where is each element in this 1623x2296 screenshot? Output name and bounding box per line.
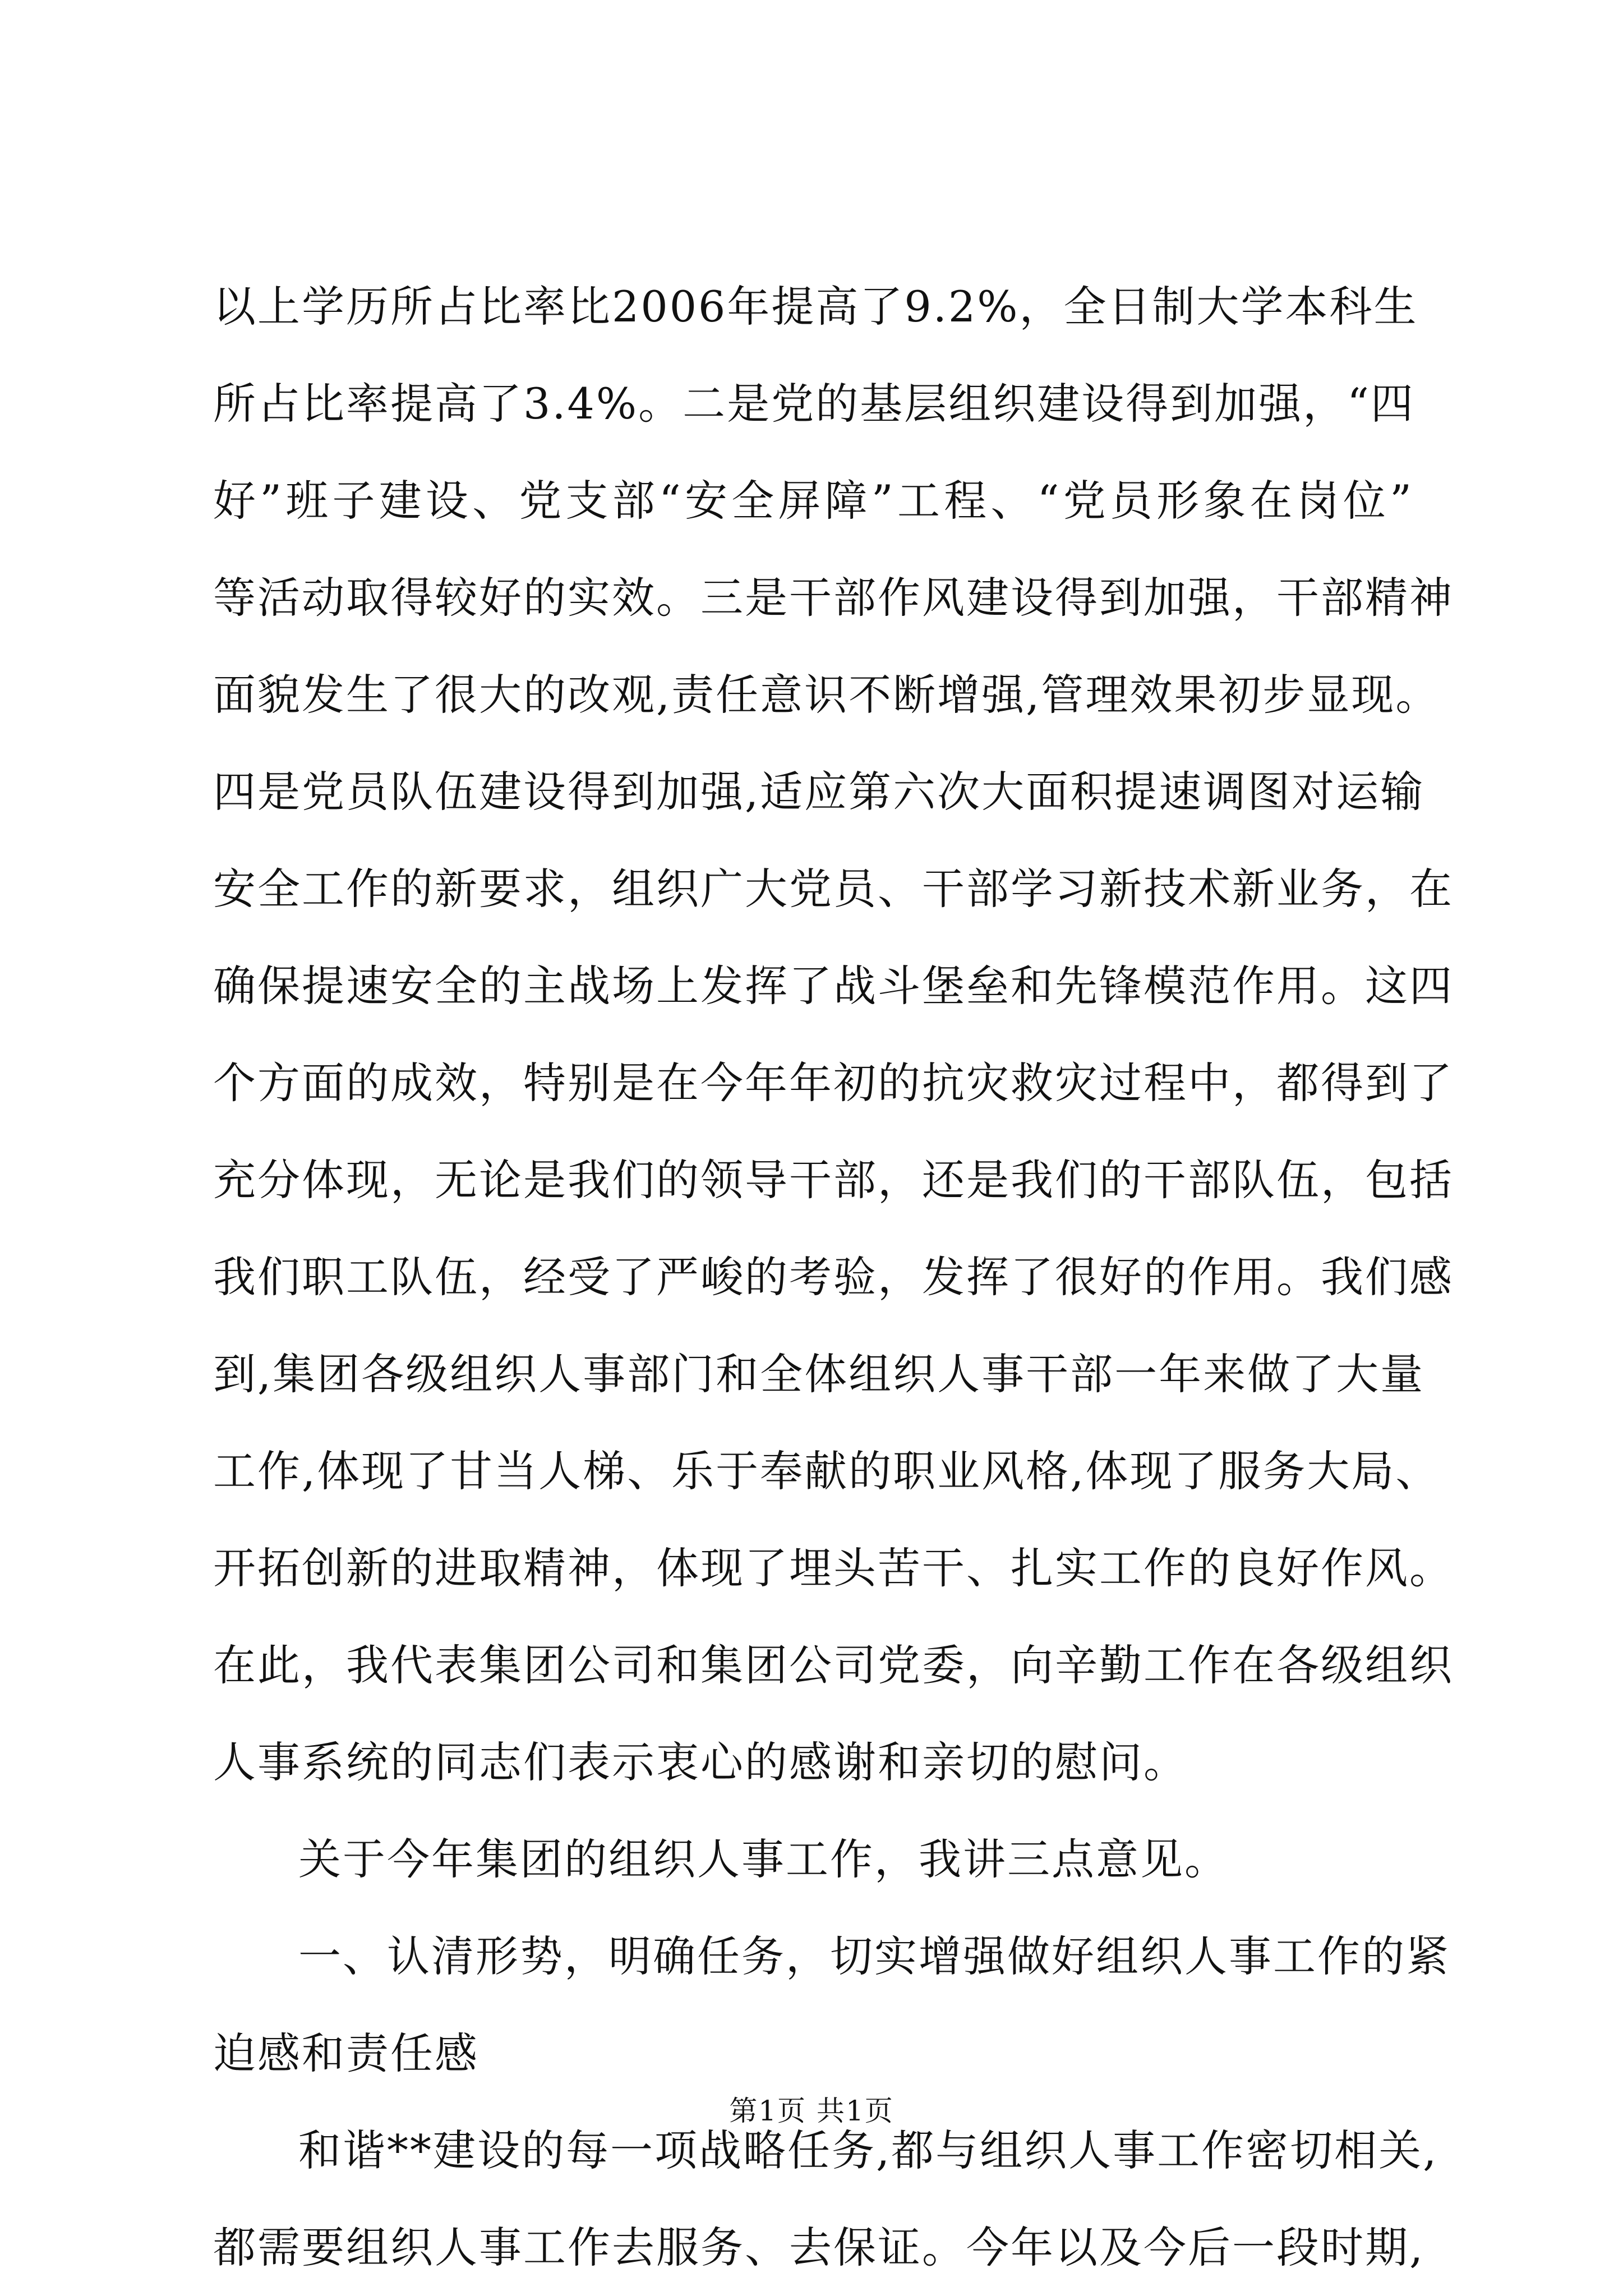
text-line: 四是党员队伍建设得到加强,适应第六次大面积提速调图对运输	[213, 767, 1425, 817]
text-line: 个方面的成效，特别是在今年年初的抗灾救灾过程中，都得到了	[213, 1058, 1454, 1108]
page-number-footer: 第1页 共1页	[729, 2095, 894, 2127]
text-line: 充分体现，无论是我们的领导干部，还是我们的干部队伍，包括	[213, 1155, 1454, 1205]
text-line: 开拓创新的进取精神，体现了埋头苦干、扎实工作的良好作风。	[213, 1543, 1454, 1593]
text-line: 以上学历所占比率比2006年提高了9.2%，全日制大学本科生	[213, 282, 1418, 332]
text-line: 人事系统的同志们表示衷心的感谢和亲切的慰问。	[213, 1737, 1188, 1787]
text-line: 所占比率提高了3.4%。二是党的基层组织建设得到加强，“四	[213, 379, 1415, 429]
text-line: 工作,体现了甘当人梯、乐于奉献的职业风格,体现了服务大局、	[213, 1446, 1440, 1496]
text-line: 安全工作的新要求，组织广大党员、干部学习新技术新业务，在	[213, 864, 1454, 914]
paragraph-line: 关于今年集团的组织人事工作，我讲三点意见。	[298, 1834, 1229, 1884]
text-line: 面貌发生了很大的改观,责任意识不断增强,管理效果初步显现。	[213, 670, 1440, 720]
text-line: 等活动取得较好的实效。三是干部作风建设得到加强，干部精神	[213, 573, 1454, 623]
text-line: 好”班子建设、党支部“安全屏障”工程、“党员形象在岗位”	[213, 476, 1413, 526]
text-line: 都需要组织人事工作去服务、去保证。今年以及今后一段时期,	[213, 2223, 1425, 2272]
text-line: 确保提速安全的主战场上发挥了战斗堡垒和先锋模范作用。这四	[213, 961, 1454, 1011]
text-line: 在此，我代表集团公司和集团公司党委，向辛勤工作在各级组织	[213, 1640, 1454, 1690]
section-heading-line: 迫感和责任感	[213, 2028, 479, 2078]
paragraph-line: 和谐**建设的每一项战略任务,都与组织人事工作密切相关,	[298, 2125, 1438, 2175]
document-body	[213, 258, 1454, 2296]
text-line: 到,集团各级组织人事部门和全体组织人事干部一年来做了大量	[213, 1349, 1425, 1399]
section-heading-line: 一、认清形势，明确任务，切实增强做好组织人事工作的紧	[298, 1931, 1450, 1981]
text-line: 我们职工队伍，经受了严峻的考验，发挥了很好的作用。我们感	[213, 1252, 1454, 1302]
